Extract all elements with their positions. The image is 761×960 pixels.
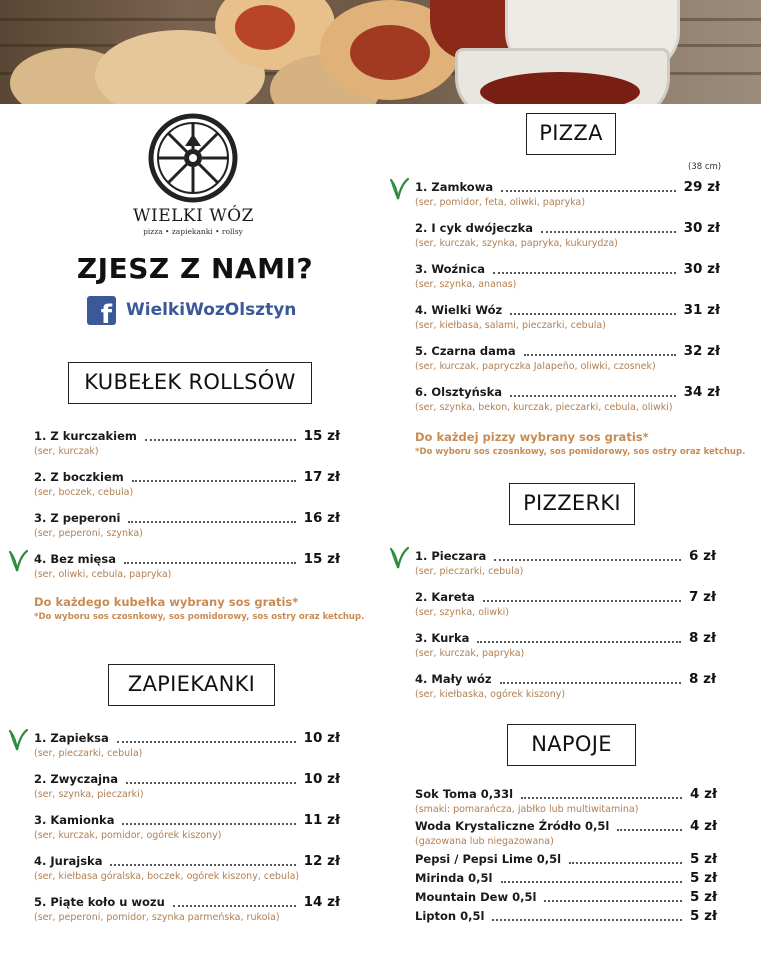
leader-dots	[117, 741, 296, 743]
menu-item-napoje	[415, 786, 717, 820]
item-name: 2. I cyk dwójeczka	[415, 221, 534, 235]
item-price: 11 zł	[303, 812, 340, 828]
item-description: (ser, kiełbasa góralska, boczek, ogórek kiszony, cebula)	[34, 871, 300, 882]
menu-item-kubelek	[34, 469, 340, 503]
leader-dots	[122, 823, 295, 825]
leader-dots	[492, 919, 682, 921]
menu-item-kubelek	[34, 551, 340, 585]
item-name: 2. Kareta	[415, 590, 475, 604]
item-name: 5. Czarna dama	[415, 344, 516, 358]
leader-dots	[145, 439, 296, 441]
section-title-kubelek: KUBEŁEK ROLLSÓW	[68, 362, 312, 404]
leader-dots	[500, 682, 681, 684]
item-price: 5 zł	[690, 870, 717, 886]
menu-item-pizzerki	[415, 589, 716, 623]
item-price: 8 zł	[689, 630, 716, 646]
item-price: 4 zł	[690, 818, 717, 834]
item-name: 1. Zamkowa	[415, 180, 494, 194]
section-title-pizza: PIZZA	[526, 113, 616, 155]
vegetarian-leaf-icon	[8, 728, 28, 752]
item-description: (gazowana lub niegazowana)	[415, 836, 554, 847]
item-name: Mountain Dew 0,5l	[415, 890, 537, 904]
menu-item-zapiekanki	[34, 894, 340, 928]
item-price: 31 zł	[683, 302, 720, 318]
leader-dots	[494, 559, 681, 561]
brand-tagline: pizza • zapiekanki • rollsy	[143, 227, 243, 236]
leader-dots	[501, 881, 683, 883]
menu-item-pizzerki	[415, 630, 716, 664]
section-title-zapiekanki: ZAPIEKANKI	[108, 664, 275, 706]
menu-item-kubelek	[34, 428, 340, 462]
leader-dots	[617, 829, 682, 831]
item-price: 16 zł	[303, 510, 340, 526]
item-description: (ser, peperoni, pomidor, szynka parmeńska, rukola)	[34, 912, 280, 923]
pizza-promo: Do każdej pizzy wybrany sos gratis*	[415, 430, 649, 444]
item-price: 4 zł	[690, 786, 717, 802]
menu-item-pizza	[415, 179, 720, 213]
leader-dots	[521, 797, 682, 799]
leader-dots	[477, 641, 681, 643]
item-name: 4. Bez mięsa	[34, 552, 116, 566]
item-price: 5 zł	[690, 889, 717, 905]
menu-item-pizza	[415, 261, 720, 295]
kubelek-promo: Do każdego kubełka wybrany sos gratis*	[34, 595, 299, 609]
item-description: (ser, pomidor, feta, oliwki, papryka)	[415, 197, 586, 208]
item-price: 15 zł	[303, 428, 340, 444]
item-price: 8 zł	[689, 671, 716, 687]
item-price: 32 zł	[683, 343, 720, 359]
item-name: 1. Z kurczakiem	[34, 429, 137, 443]
item-description: (ser, pieczarki, cebula)	[34, 748, 143, 759]
item-name: 6. Olsztyńska	[415, 385, 503, 399]
leader-dots	[544, 900, 682, 902]
item-price: 6 zł	[689, 548, 716, 564]
section-title-napoje: NAPOJE	[507, 724, 636, 766]
item-name: 1. Pieczara	[415, 549, 487, 563]
leader-dots	[173, 905, 296, 907]
leader-dots	[569, 862, 682, 864]
leader-dots	[483, 600, 681, 602]
item-price: 17 zł	[303, 469, 340, 485]
vegetarian-leaf-icon	[389, 546, 409, 570]
menu-item-kubelek	[34, 510, 340, 544]
item-name: Lipton 0,5l	[415, 909, 485, 923]
item-name: Woda Krystaliczne Źródło 0,5l	[415, 819, 610, 833]
item-name: 3. Kurka	[415, 631, 470, 645]
menu-item-zapiekanki	[34, 812, 340, 846]
item-price: 10 zł	[303, 730, 340, 746]
item-description: (ser, kiełbasa, salami, pieczarki, cebula)	[415, 320, 606, 331]
item-description: (ser, boczek, cebula)	[34, 487, 134, 498]
item-name: Sok Toma 0,33l	[415, 787, 514, 801]
leader-dots	[110, 864, 295, 866]
kubelek-promo-note: *Do wyboru sos czosnkowy, sos pomidorowy, sos ostry oraz ketchup.	[34, 612, 365, 622]
menu-item-zapiekanki	[34, 730, 340, 764]
leader-dots	[124, 562, 296, 564]
item-description: (ser, szynka, oliwki)	[415, 607, 509, 618]
header-photo	[0, 0, 761, 104]
item-description: (ser, kurczak, szynka, papryka, kukurydza)	[415, 238, 618, 249]
item-description: (ser, szynka, pieczarki)	[34, 789, 144, 800]
item-description: (ser, oliwki, cebula, papryka)	[34, 569, 172, 580]
item-price: 7 zł	[689, 589, 716, 605]
menu-item-pizza	[415, 302, 720, 336]
item-name: 2. Zwyczajna	[34, 772, 118, 786]
leader-dots	[493, 272, 676, 274]
item-description: (ser, kurczak, papryka)	[415, 648, 525, 659]
item-price: 5 zł	[690, 908, 717, 924]
item-description: (ser, kurczak)	[34, 446, 99, 457]
item-name: 4. Jurajska	[34, 854, 103, 868]
item-name: 4. Mały wóz	[415, 672, 492, 686]
item-description: (ser, kiełbaska, ogórek kiszony)	[415, 689, 566, 700]
item-price: 12 zł	[303, 853, 340, 869]
menu-item-napoje	[415, 908, 717, 942]
vegetarian-leaf-icon	[389, 177, 409, 201]
slogan: ZJESZ Z NAMI?	[76, 252, 314, 285]
leader-dots	[132, 480, 296, 482]
item-description: (smaki: pomarańcza, jabłko lub multiwitamina)	[415, 804, 639, 815]
menu-item-pizzerki	[415, 548, 716, 582]
item-description: (ser, szynka, bekon, kurczak, pieczarki, cebula, oliwki)	[415, 402, 673, 413]
pizza-size-note: (38 cm)	[688, 162, 722, 172]
item-description: (ser, kurczak, pomidor, ogórek kiszony)	[34, 830, 222, 841]
menu-item-pizzerki	[415, 671, 716, 705]
facebook-icon: f	[87, 296, 116, 325]
leader-dots	[524, 354, 676, 356]
item-price: 29 zł	[683, 179, 720, 195]
menu-item-pizza	[415, 220, 720, 254]
leader-dots	[541, 231, 676, 233]
item-price: 15 zł	[303, 551, 340, 567]
item-price: 14 zł	[303, 894, 340, 910]
menu-item-napoje	[415, 818, 717, 852]
brand-name: WIELKI WÓZ	[133, 206, 254, 226]
item-name: Mirinda 0,5l	[415, 871, 493, 885]
leader-dots	[510, 313, 675, 315]
menu-item-pizza	[415, 384, 720, 418]
item-name: 4. Wielki Wóz	[415, 303, 503, 317]
item-name: 1. Zapieksa	[34, 731, 109, 745]
item-name: 3. Woźnica	[415, 262, 485, 276]
item-description: (ser, kurczak, papryczka Jalapeño, oliwki, czosnek)	[415, 361, 656, 372]
item-price: 34 zł	[683, 384, 720, 400]
leader-dots	[126, 782, 296, 784]
leader-dots	[128, 521, 295, 523]
section-title-pizzerki: PIZZERKI	[509, 483, 635, 525]
item-description: (ser, pieczarki, cebula)	[415, 566, 524, 577]
item-price: 10 zł	[303, 771, 340, 787]
leader-dots	[501, 190, 676, 192]
facebook-page-name[interactable]: WielkiWozOlsztyn	[126, 300, 297, 320]
brand-logo	[133, 112, 253, 238]
item-name: 3. Z peperoni	[34, 511, 121, 525]
wagon-wheel-icon	[147, 112, 239, 204]
leader-dots	[510, 395, 676, 397]
vegetarian-leaf-icon	[8, 549, 28, 573]
item-name: 2. Z boczkiem	[34, 470, 124, 484]
item-name: Pepsi / Pepsi Lime 0,5l	[415, 852, 562, 866]
pizza-promo-note: *Do wyboru sos czosnkowy, sos pomidorowy, sos ostry oraz ketchup.	[415, 447, 746, 457]
menu-item-zapiekanki	[34, 771, 340, 805]
item-price: 30 zł	[683, 261, 720, 277]
item-description: (ser, szynka, ananas)	[415, 279, 517, 290]
menu-item-pizza	[415, 343, 720, 377]
item-name: 3. Kamionka	[34, 813, 115, 827]
facebook-link[interactable]	[87, 295, 297, 330]
menu-item-zapiekanki	[34, 853, 340, 887]
item-name: 5. Piąte koło u wozu	[34, 895, 165, 909]
item-price: 30 zł	[683, 220, 720, 236]
item-description: (ser, peperoni, szynka)	[34, 528, 143, 539]
item-price: 5 zł	[690, 851, 717, 867]
